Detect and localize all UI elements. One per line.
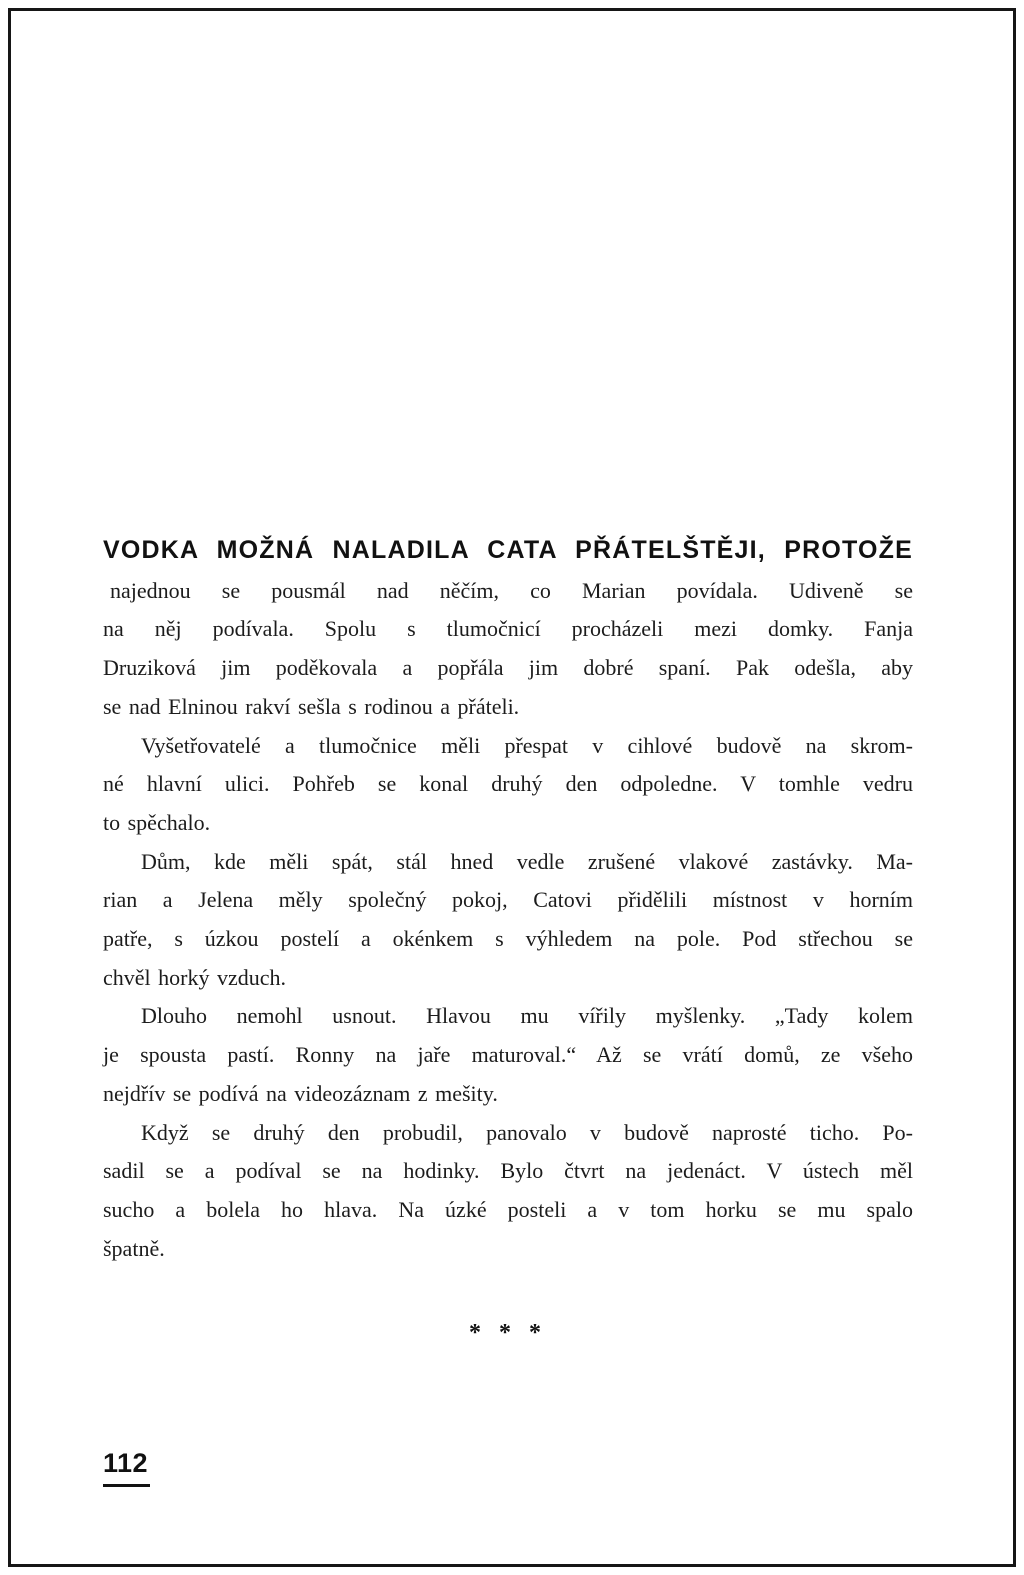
text-line: chvěl horký vzduch. bbox=[103, 964, 286, 990]
text-line: je spousta pastí. Ronny na jaře maturoval.“ Až se vrátí domů, ze všeho bbox=[103, 1042, 913, 1068]
text-line: Dlouho nemohl usnout. Hlavou mu vířily myšlenky. „Tady kolem bbox=[141, 1003, 913, 1029]
text-line: Dům, kde měli spát, stál hned vedle zrušené vlakové zastávky. Ma- bbox=[141, 848, 913, 874]
page-number: 112 bbox=[103, 1448, 150, 1487]
body-paragraph bbox=[103, 843, 913, 998]
text-line: na něj podívala. Spolu s tlumočnicí procházeli mezi domky. Fanja bbox=[103, 616, 913, 642]
text-line: Když se druhý den probudil, panovalo v budově naprosté ticho. Po- bbox=[141, 1119, 913, 1145]
text-line: rian a Jelena měly společný pokoj, Catovi přidělili místnost v horním bbox=[103, 887, 913, 913]
text-line: špatně. bbox=[103, 1235, 165, 1261]
text-line: né hlavní ulici. Pohřeb se konal druhý den odpoledne. V tomhle vedru bbox=[103, 771, 913, 797]
text-line: to spěchalo. bbox=[103, 809, 211, 835]
chapter-heading: VODKA MOŽNÁ NALADILA CATA PŘÁTELŠTĚJI, PROTOŽE bbox=[103, 536, 913, 564]
text-line: nejdřív se podívá na videozáznam z mešity. bbox=[103, 1080, 498, 1106]
text-line: se nad Elninou rakví sešla s rodinou a přáteli. bbox=[103, 693, 520, 719]
text-block bbox=[103, 531, 913, 1347]
text-line: sadil se a podíval se na hodinky. Bylo čtvrt na jedenáct. V ústech měl bbox=[103, 1158, 913, 1184]
text-line: Vyšetřovatelé a tlumočnice měli přespat v cihlové budově na skrom- bbox=[141, 732, 913, 758]
text-line: sucho a bolela ho hlava. Na úzké posteli a v tom horku se mu spalo bbox=[103, 1196, 913, 1222]
body-paragraph bbox=[103, 727, 913, 843]
body-paragraph bbox=[103, 1114, 913, 1269]
body-paragraph bbox=[103, 997, 913, 1113]
text-line: patře, s úzkou postelí a okénkem s výhledem na pole. Pod střechou se bbox=[103, 926, 913, 952]
body-paragraph bbox=[103, 572, 913, 727]
text-line: Druziková jim poděkovala a popřála jim dobré spaní. Pak odešla, aby bbox=[103, 655, 913, 681]
section-separator: * * * bbox=[469, 1320, 547, 1347]
text-line: najednou se pousmál nad něčím, co Marian povídala. Udiveně se bbox=[110, 577, 913, 603]
paragraphs bbox=[103, 572, 913, 1269]
